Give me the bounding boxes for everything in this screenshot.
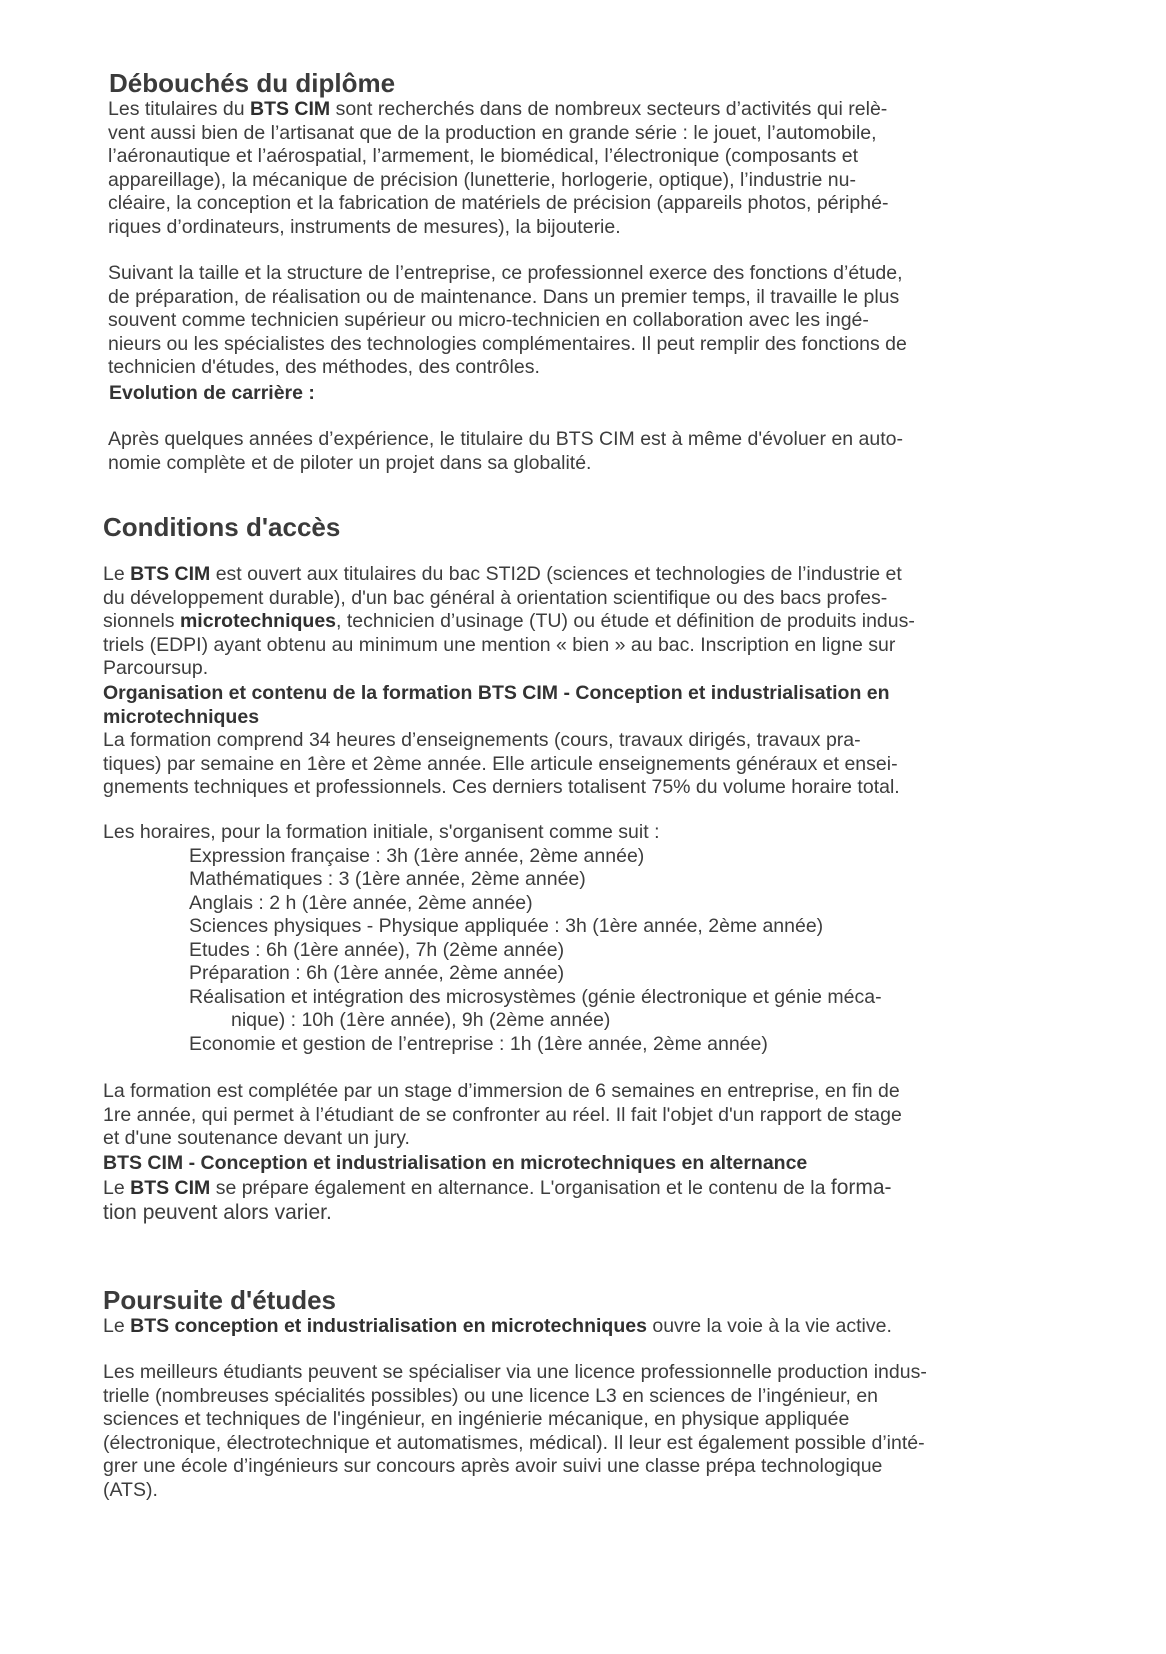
text-line: Les titulaires du BTS CIM sont recherchés dans de nombreux secteurs d’activités qui relè-	[108, 98, 888, 120]
text-line: grer une école d’ingénieurs sur concours après avoir suivi une classe prépa technologique	[103, 1455, 883, 1477]
text-line: vent aussi bien de l’artisanat que de la production en grande série : le jouet, l’automobile,	[108, 121, 877, 144]
horaire-item: Expression française : 3h (1ère année, 2ème année)	[189, 844, 645, 867]
bts-cim-bold: BTS CIM	[130, 1177, 211, 1199]
text-line: technicien d'études, des méthodes, des contrôles.	[108, 356, 540, 378]
text-line: Suivant la taille et la structure de l’entreprise, ce professionnel exerce des fonctions d’étude,	[108, 262, 903, 284]
paragraph-organisation	[103, 729, 900, 800]
horaire-item: Economie et gestion de l’entreprise : 1h (1ère année, 2ème année)	[189, 1032, 768, 1055]
text-line: l’aéronautique et l’aérospatial, l’armement, le biomédical, l’électronique (composants et	[108, 145, 859, 167]
text-line: souvent comme technicien supérieur ou micro-technicien en collaboration avec les ingé-	[108, 309, 869, 331]
horaires-block	[103, 821, 882, 1056]
paragraph-poursuite-1	[103, 1315, 892, 1339]
paragraph-evolution	[108, 428, 903, 475]
paragraph-conditions-1	[103, 563, 915, 681]
text-line: Parcoursup.	[103, 657, 209, 679]
bts-cim-bold: BTS CIM	[130, 563, 211, 585]
paragraph-poursuite-2	[103, 1361, 927, 1502]
horaires-intro: Les horaires, pour la formation initiale, s'organisent comme suit :	[103, 821, 660, 843]
section-title-debouches: Débouchés du diplôme	[109, 68, 396, 98]
text-line: sionnels microtechniques, technicien d’usinage (TU) ou étude et définition de produits indus-	[103, 610, 915, 632]
paragraph-debouches-1	[108, 98, 888, 239]
text-line: Le BTS conception et industrialisation en microtechniques ouvre la voie à la vie active.	[103, 1315, 892, 1337]
text-line: trielle (nombreuses spécialités possibles) ou une licence L3 en sciences de l’ingénieur, en	[103, 1384, 879, 1407]
text-line: Le BTS CIM se prépare également en alternance. L'organisation et le contenu de la forma-	[103, 1176, 892, 1199]
microtechniques-bold: microtechniques	[179, 610, 337, 632]
text-line: tiques) par semaine en 1ère et 2ème année. Elle articule enseignements généraux et ensei-	[103, 752, 898, 775]
text-line: La formation comprend 34 heures d’enseignements (cours, travaux dirigés, travaux pra-	[103, 729, 861, 751]
text-line: (ATS).	[103, 1478, 158, 1501]
section-title-conditions: Conditions d'accès	[103, 512, 341, 542]
bts-name-bold: BTS conception et industrialisation en microtechniques	[130, 1315, 647, 1337]
text-line: gnements techniques et professionnels. Ces derniers totalisent 75% du volume horaire total.	[103, 776, 900, 798]
horaire-item: Sciences physiques - Physique appliquée : 3h (1ère année, 2ème année)	[189, 915, 824, 937]
text-line: La formation est complétée par un stage d’immersion de 6 semaines en entreprise, en fin de	[103, 1080, 900, 1102]
horaire-item: Mathématiques : 3 (1ère année, 2ème année)	[189, 868, 586, 890]
text-line: triels (EDPI) ayant obtenu au minimum une mention « bien » au bac. Inscription en ligne sur	[103, 633, 896, 656]
text-line: Après quelques années d’expérience, le titulaire du BTS CIM est à même d'évoluer en auto-	[108, 428, 903, 450]
text-line: du développement durable), d'un bac général à orientation scientifique ou des bacs profes-	[103, 586, 888, 609]
text-line: nomie complète et de piloter un projet dans sa globalité.	[108, 451, 592, 474]
horaire-item: Etudes : 6h (1ère année), 7h (2ème année)	[189, 938, 565, 961]
text-line: 1re année, qui permet à l’étudiant de se confronter au réel. Il fait l'objet d'un rapport de stage	[103, 1103, 902, 1126]
text-line: et d'une soutenance devant un jury.	[103, 1127, 410, 1149]
horaire-item: Anglais : 2 h (1ère année, 2ème année)	[189, 891, 533, 914]
subheading-alternance: BTS CIM - Conception et industrialisation en microtechniques en alternance	[103, 1152, 808, 1174]
bts-cim-bold: BTS CIM	[250, 98, 331, 120]
text-line: nieurs ou les spécialistes des technologies complémentaires. Il peut remplir des fonctions de	[108, 332, 907, 355]
horaire-item: Réalisation et intégration des microsystèmes (génie électronique et génie méca-	[189, 985, 882, 1008]
text-line: riques d’ordinateurs, instruments de mesures), la bijouterie.	[108, 215, 621, 238]
paragraph-alternance	[103, 1176, 892, 1224]
text-line: sciences et techniques de l'ingénieur, en ingénierie mécanique, en physique appliquée	[103, 1408, 850, 1430]
text-line: appareillage), la mécanique de précision (lunetterie, horlogerie, optique), l’industrie nu-	[108, 168, 856, 191]
section-title-poursuite: Poursuite d'études	[103, 1285, 336, 1315]
text-line: (électronique, électrotechnique et automatismes, médical). Il leur est également possible d’inté-	[103, 1431, 925, 1454]
horaire-item-continued: nique) : 10h (1ère année), 9h (2ème année)	[231, 1009, 611, 1031]
subheading-organisation: Organisation et contenu de la formation BTS CIM - Conception et industrialisation en microtechniques	[103, 682, 890, 728]
text-line: tion peuvent alors varier.	[103, 1200, 332, 1224]
subheading-evolution: Evolution de carrière :	[109, 382, 315, 404]
text-line: de préparation, de réalisation ou de maintenance. Dans un premier temps, il travaille le plus	[108, 285, 900, 308]
paragraph-stage	[103, 1080, 902, 1151]
paragraph-debouches-2	[108, 262, 907, 380]
text-line: Les meilleurs étudiants peuvent se spécialiser via une licence professionnelle production indus-	[103, 1361, 927, 1383]
text-line: cléaire, la conception et la fabrication de matériels de précision (appareils photos, périphé-	[108, 192, 889, 214]
horaire-item: Préparation : 6h (1ère année, 2ème année)	[189, 962, 565, 984]
text-line: Le BTS CIM est ouvert aux titulaires du bac STI2D (sciences et technologies de l’industrie et	[103, 563, 902, 585]
